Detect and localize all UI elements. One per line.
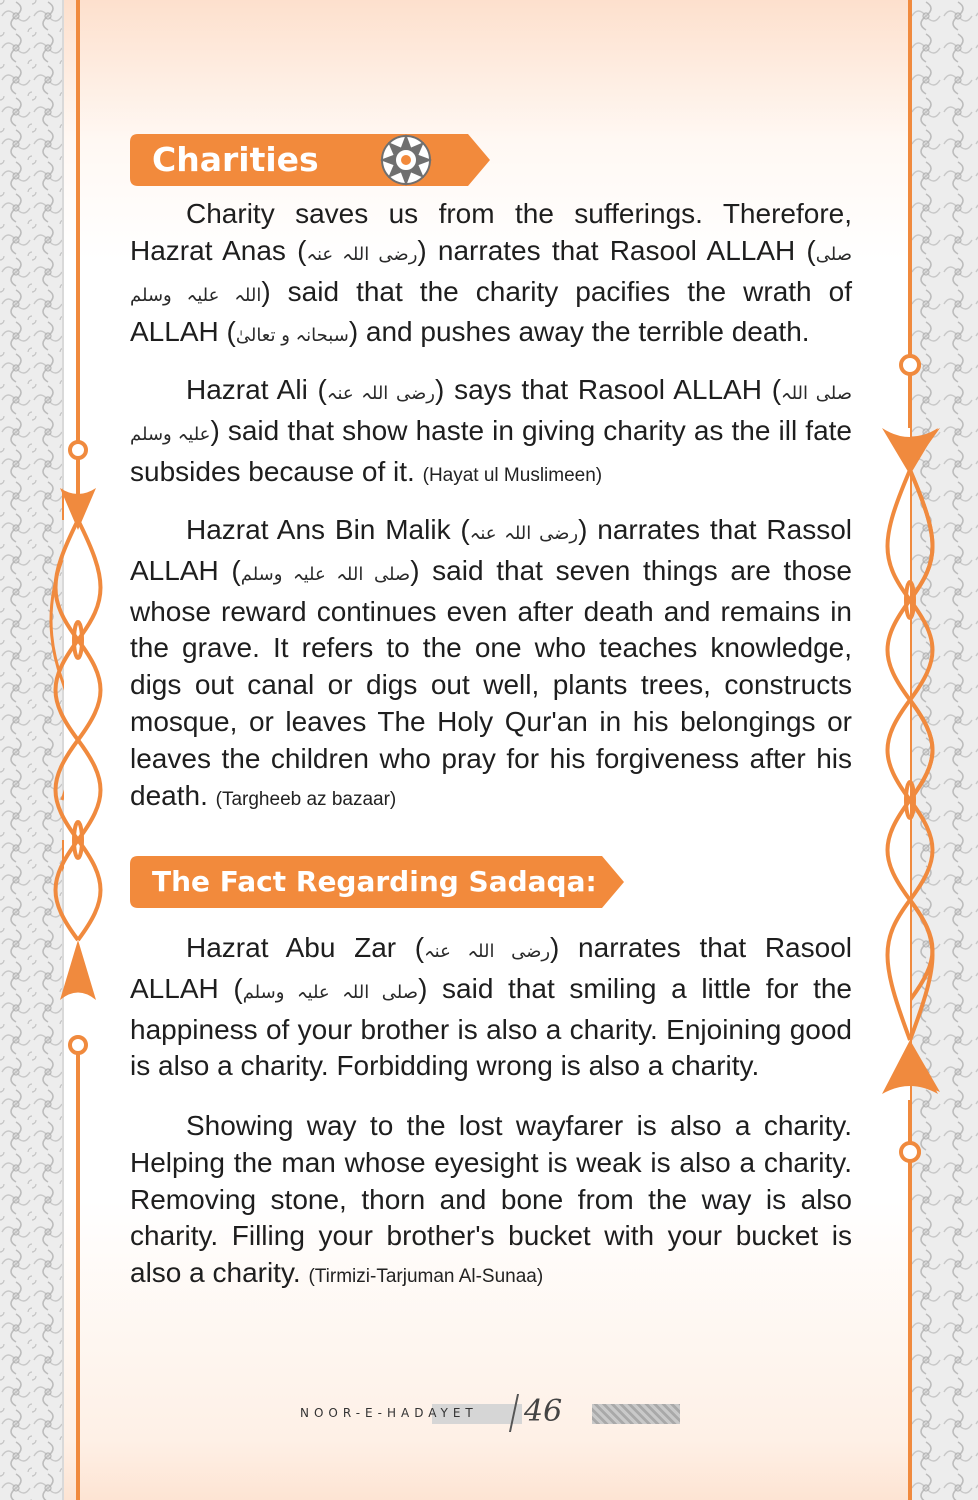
text-run: ) says that Rasool ALLAH ( bbox=[434, 374, 782, 405]
reference-citation: (Hayat ul Muslimeen) bbox=[422, 464, 603, 486]
paragraph-showing-way bbox=[130, 1108, 852, 1296]
honorific: سبحانہ و تعالیٰ bbox=[235, 325, 349, 347]
honorific: صلی اللہ علیہ وسلم bbox=[130, 383, 852, 445]
honorific: رضی اللہ عنہ bbox=[326, 383, 435, 404]
honorific: رضی اللہ عنہ bbox=[469, 523, 579, 544]
paragraph-seven-things bbox=[130, 512, 852, 818]
paragraph-abu-zar bbox=[130, 930, 852, 1085]
text-run: ) narrates that Rasool ALLAH ( bbox=[130, 932, 852, 1004]
right-vine-ornament bbox=[870, 0, 950, 1500]
text-run: Hazrat Abu Zar ( bbox=[186, 932, 425, 963]
section-heading-charities bbox=[130, 134, 490, 186]
honorific: صلی اللہ علیہ وسلم bbox=[240, 563, 411, 585]
honorific: رضی اللہ عنہ bbox=[424, 941, 551, 962]
book-title: NOOR-E-HADAYET bbox=[300, 1406, 478, 1420]
text-run: ) said that show haste in giving charity as the ill fate subsides because of it. bbox=[130, 414, 852, 487]
paragraph-hazrat-ali bbox=[130, 372, 852, 494]
text-run: ) and pushes away the terrible death. bbox=[348, 316, 810, 348]
text-run: Hazrat Ali ( bbox=[186, 374, 327, 405]
reference-citation: (Targheeb az bazaar) bbox=[215, 788, 397, 810]
left-vine-ornament bbox=[40, 0, 110, 1500]
honorific: صلی اللہ علیہ وسلم bbox=[130, 243, 852, 306]
page-number: 46 bbox=[524, 1394, 563, 1429]
honorific: رضی اللہ عنہ bbox=[306, 243, 418, 265]
paragraph-charity-intro bbox=[130, 196, 852, 355]
heading-label: Charities bbox=[152, 140, 319, 179]
reference-citation: (Tirmizi-Tarjuman Al-Sunaa) bbox=[308, 1266, 544, 1288]
page-footer bbox=[300, 1392, 690, 1436]
text-run: Hazrat Ans Bin Malik ( bbox=[186, 514, 470, 545]
text-run: ) said that the charity pacifies the wrath of ALLAH ( bbox=[130, 275, 853, 348]
text-run: ) said that smiling a little for the happiness of your brother is also a charity. Enjoining good is also a charity. Forbidding wrong is also a charity. bbox=[130, 972, 853, 1082]
heading-label: The Fact Regarding Sadaqa: bbox=[152, 865, 597, 898]
text-run: ) said that seven things are those whose reward continues even after death and remains in the grave. It refers to the one who teaches knowledge, digs out canal or digs out well, plants trees, constructs mosque, or leaves The Holy Qur'an in his belongings or leaves the children who pray for his forgiveness after his death. bbox=[130, 554, 852, 811]
honorific: صلی اللہ علیہ وسلم bbox=[242, 981, 419, 1003]
text-run: ) narrates that Rasool ALLAH ( bbox=[417, 234, 816, 266]
text-run: Charity saves us from the sufferings. Therefore, Hazrat Anas ( bbox=[130, 198, 852, 266]
footer-pattern-strip bbox=[592, 1404, 680, 1424]
section-heading-sadaqa bbox=[130, 856, 630, 908]
text-run: ) narrates that Rassol ALLAH ( bbox=[130, 514, 853, 586]
text-run: Showing way to the lost wayfarer is also a charity. Helping the man whose eyesight is weak is also a charity. Removing stone, thorn and bone from the way is also charity. Filling your brother's bucket with your bucket is also a charity. bbox=[130, 1110, 852, 1289]
